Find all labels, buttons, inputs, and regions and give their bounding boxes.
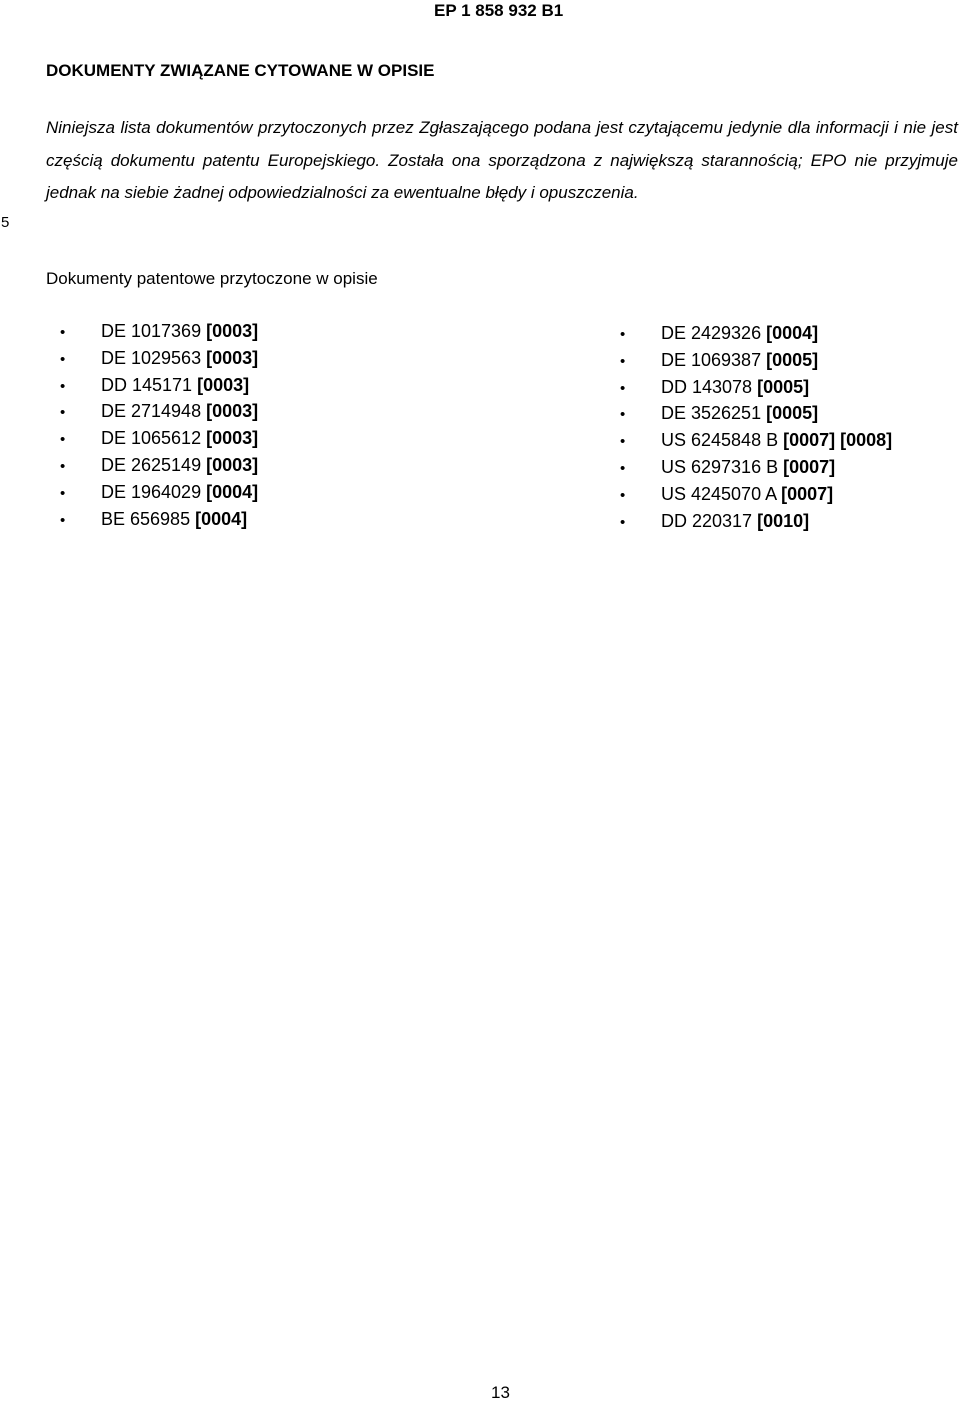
citation-paragraph-ref: [0005] (766, 349, 819, 370)
bullet-icon: • (620, 352, 626, 370)
citation-document: DE 1069387 (661, 349, 762, 370)
bullet-icon: • (620, 513, 626, 531)
citation-document: DE 1029563 (101, 347, 202, 368)
intro-paragraph: Niniejsza lista dokumentów przytoczonych przez Zgłaszającego podana jest czytającemu jedynie dla informacji i nie jest częścią dokumentu patentu Europejskiego. Została ona sporządzona z największą starannością; EPO nie przyjmuje jednak na siebie żadnej odpowiedzialności za ewentualne błędy i opuszczenia. (46, 118, 958, 203)
citation-item (60, 506, 258, 533)
citation-item (60, 452, 258, 479)
citation-document: US 6245848 B (661, 430, 779, 451)
citation-paragraph-ref: [0004] (195, 508, 248, 529)
citation-paragraph-ref: [0007] [0008] (783, 430, 893, 451)
citation-document: DD 220317 (661, 510, 753, 531)
citation-paragraph-ref: [0005] (757, 376, 810, 397)
citation-document: BE 656985 (101, 508, 191, 529)
bullet-icon: • (60, 511, 66, 529)
citation-paragraph-ref: [0003] (197, 374, 250, 395)
bullet-icon: • (60, 457, 66, 475)
bullet-icon: • (60, 484, 66, 502)
citation-document: US 4245070 A (661, 483, 777, 504)
bullet-icon: • (620, 406, 626, 424)
citation-item (60, 425, 258, 452)
citation-item (60, 372, 258, 399)
citation-paragraph-ref: [0003] (206, 454, 259, 475)
citation-item (620, 400, 892, 427)
citation-document: DE 2625149 (101, 454, 202, 475)
bullet-icon: • (620, 433, 626, 451)
section-title: DOKUMENTY ZWIĄZANE CYTOWANE W OPISIE (46, 61, 435, 80)
citation-document: DD 145171 (101, 374, 193, 395)
bullet-icon: • (620, 486, 626, 504)
citation-item (620, 374, 892, 401)
bullet-icon: • (60, 377, 66, 395)
bullet-icon: • (60, 431, 66, 449)
citation-document: DD 143078 (661, 376, 753, 397)
bullet-icon: • (620, 326, 626, 343)
bullet-icon: • (60, 324, 66, 341)
bullet-icon: • (620, 379, 626, 397)
citation-document: DE 1065612 (101, 428, 202, 449)
citation-paragraph-ref: [0003] (206, 321, 259, 341)
citation-item (620, 427, 892, 454)
citation-paragraph-ref: [0004] (206, 481, 259, 502)
citation-document: DE 2714948 (101, 401, 202, 422)
citation-document: DE 3526251 (661, 403, 762, 424)
citation-paragraph-ref: [0003] (206, 428, 259, 449)
citation-list-right (620, 320, 892, 534)
citation-item (60, 345, 258, 372)
citation-item (620, 454, 892, 481)
citation-item (620, 347, 892, 374)
citation-item (620, 481, 892, 508)
bullet-icon: • (60, 404, 66, 422)
citations-subheading: Dokumenty patentowe przytoczone w opisie (46, 269, 378, 288)
citation-document: DE 2429326 (661, 323, 762, 343)
citation-paragraph-ref: [0005] (766, 403, 819, 424)
citation-paragraph-ref: [0004] (766, 323, 819, 343)
citation-item (620, 508, 892, 535)
citation-item (60, 479, 258, 506)
citation-document: DE 1017369 (101, 321, 202, 341)
citation-paragraph-ref: [0010] (757, 510, 810, 531)
bullet-icon: • (620, 459, 626, 477)
citation-item (60, 398, 258, 425)
citation-document: DE 1964029 (101, 481, 202, 502)
publication-number: EP 1 858 932 B1 (434, 1, 564, 20)
bullet-icon: • (60, 350, 66, 368)
citation-item (620, 320, 892, 347)
citation-list-left (60, 318, 258, 532)
citation-item (60, 318, 258, 345)
line-number: 5 (1, 214, 10, 231)
citation-paragraph-ref: [0003] (206, 401, 259, 422)
citation-paragraph-ref: [0003] (206, 347, 259, 368)
citation-document: US 6297316 B (661, 456, 779, 477)
citation-paragraph-ref: [0007] (781, 483, 834, 504)
citation-paragraph-ref: [0007] (783, 456, 836, 477)
page-number: 13 (491, 1383, 510, 1402)
